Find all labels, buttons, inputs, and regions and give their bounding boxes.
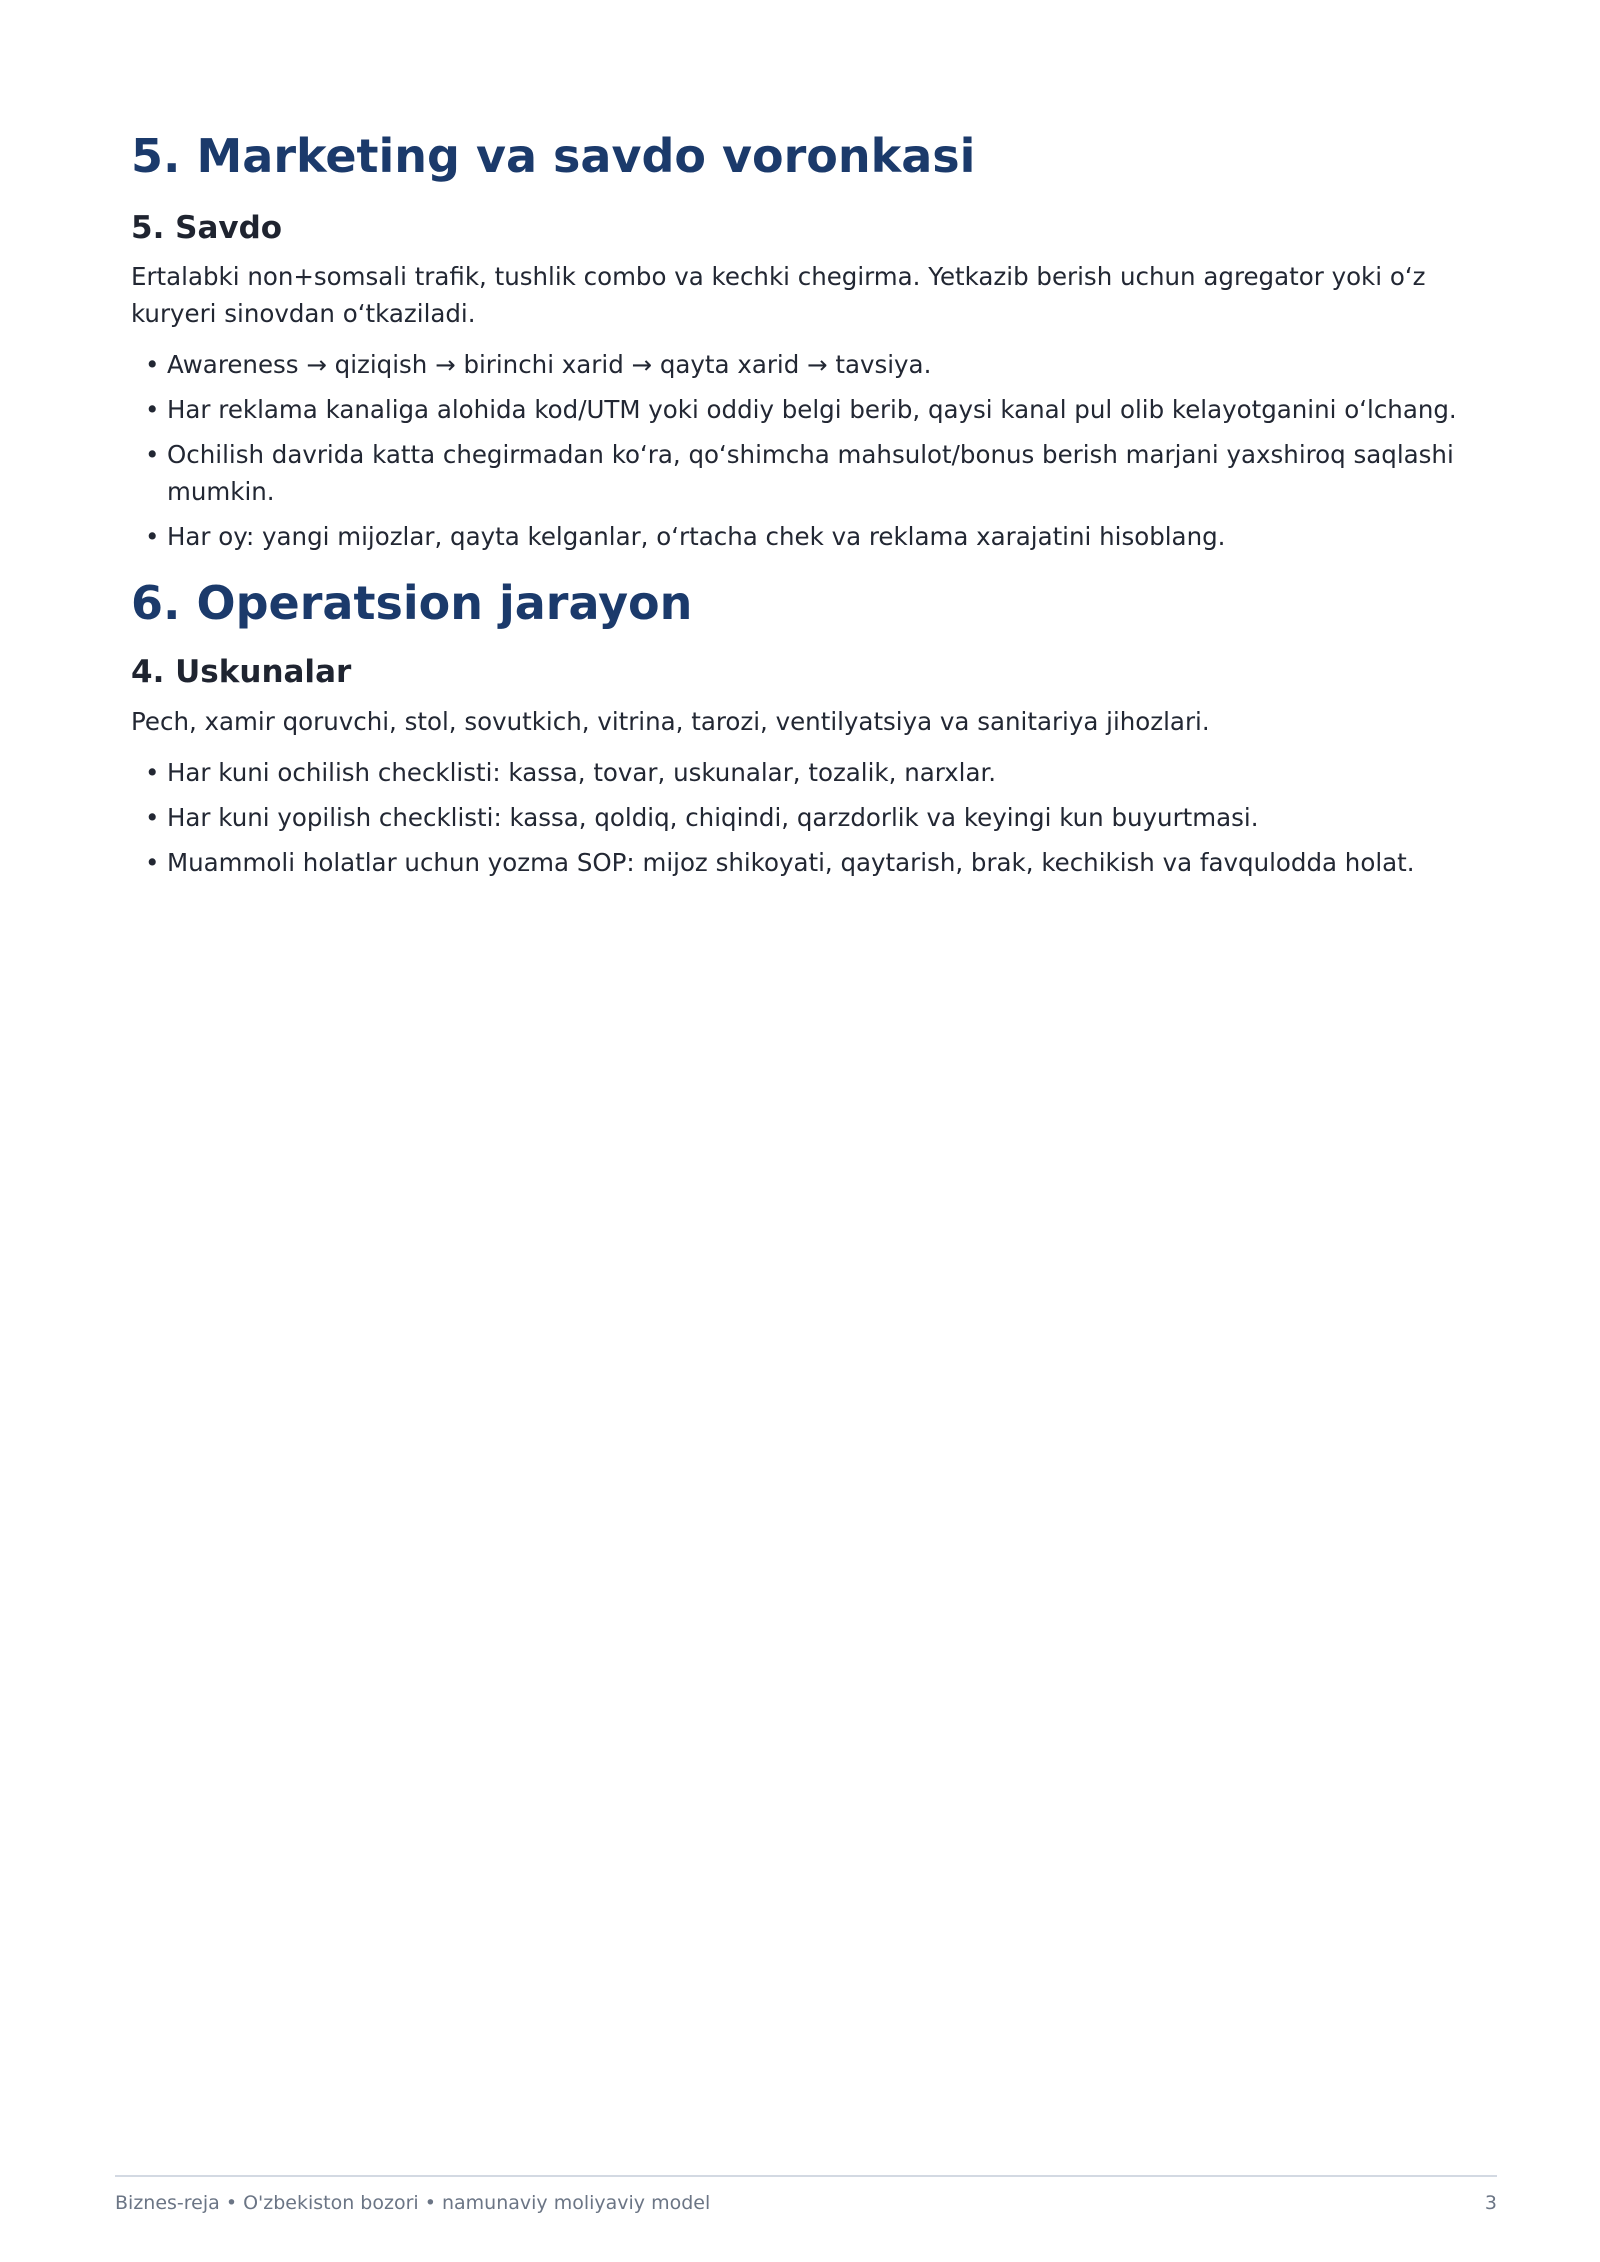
list-item-text: Har reklama kanaliga alohida kod/UTM yoki oddiy belgi berib, qaysi kanal pul olib kelayotganini o‘lchang. bbox=[167, 394, 1457, 424]
list-item-text: Har kuni yopilish checklisti: kassa, qoldiq, chiqindi, qarzdorlik va keyingi kun buyurtmasi. bbox=[167, 802, 1259, 832]
bullet-glyph: • bbox=[145, 521, 160, 551]
savdo-bullet-list bbox=[131, 346, 1471, 555]
footer-text: Biznes-reja • O'zbekiston bozori • namunaviy moliyaviy model bbox=[115, 2192, 711, 2214]
list-item-text: Awareness → qiziqish → birinchi xarid → qayta xarid → tavsiya. bbox=[167, 349, 932, 379]
bullet-glyph: • bbox=[145, 757, 160, 787]
section-heading-operatsion: 6. Operatsion jarayon bbox=[131, 575, 693, 630]
bullet-glyph: • bbox=[145, 349, 160, 379]
savdo-paragraph: Ertalabki non+somsali trafik, tushlik combo va kechki chegirma. Yetkazib berish uchun agregator yoki o‘z kuryeri sinovdan o‘tkaziladi. bbox=[131, 261, 1426, 328]
document-page bbox=[131, 120, 1471, 889]
bullet-glyph: • bbox=[145, 802, 160, 832]
bullet-glyph: • bbox=[145, 439, 160, 469]
list-item bbox=[131, 346, 1471, 383]
section-heading-marketing: 5. Marketing va savdo voronkasi bbox=[131, 129, 976, 183]
list-item bbox=[131, 391, 1471, 428]
list-item-text: Ochilish davrida katta chegirmadan ko‘ra, qo‘shimcha mahsulot/bonus berish marjani yaxshiroq saqlashi mumkin. bbox=[167, 439, 1454, 506]
bullet-glyph: • bbox=[145, 394, 160, 424]
list-item bbox=[131, 844, 1471, 881]
list-item-text: Har oy: yangi mijozlar, qayta kelganlar, o‘rtacha chek va reklama xarajatini hisoblang. bbox=[167, 521, 1226, 551]
subsection-heading-uskunalar: 4. Uskunalar bbox=[131, 654, 352, 691]
uskunalar-paragraph: Pech, xamir qoruvchi, stol, sovutkich, vitrina, tarozi, ventilyatsiya va sanitariya jihozlari. bbox=[131, 706, 1210, 736]
subsection-heading-savdo: 5. Savdo bbox=[131, 209, 283, 246]
list-item bbox=[131, 436, 1471, 510]
uskunalar-bullet-list bbox=[131, 754, 1471, 881]
list-item-text: Har kuni ochilish checklisti: kassa, tovar, uskunalar, tozalik, narxlar. bbox=[167, 757, 997, 787]
list-item-text: Muammoli holatlar uchun yozma SOP: mijoz shikoyati, qaytarish, brak, kechikish va favqulodda holat. bbox=[167, 847, 1415, 877]
list-item bbox=[131, 754, 1471, 791]
list-item bbox=[131, 518, 1471, 555]
footer-divider bbox=[115, 2175, 1497, 2177]
bullet-glyph: • bbox=[145, 847, 160, 877]
list-item bbox=[131, 799, 1471, 836]
page-number: 3 bbox=[1484, 2192, 1497, 2214]
